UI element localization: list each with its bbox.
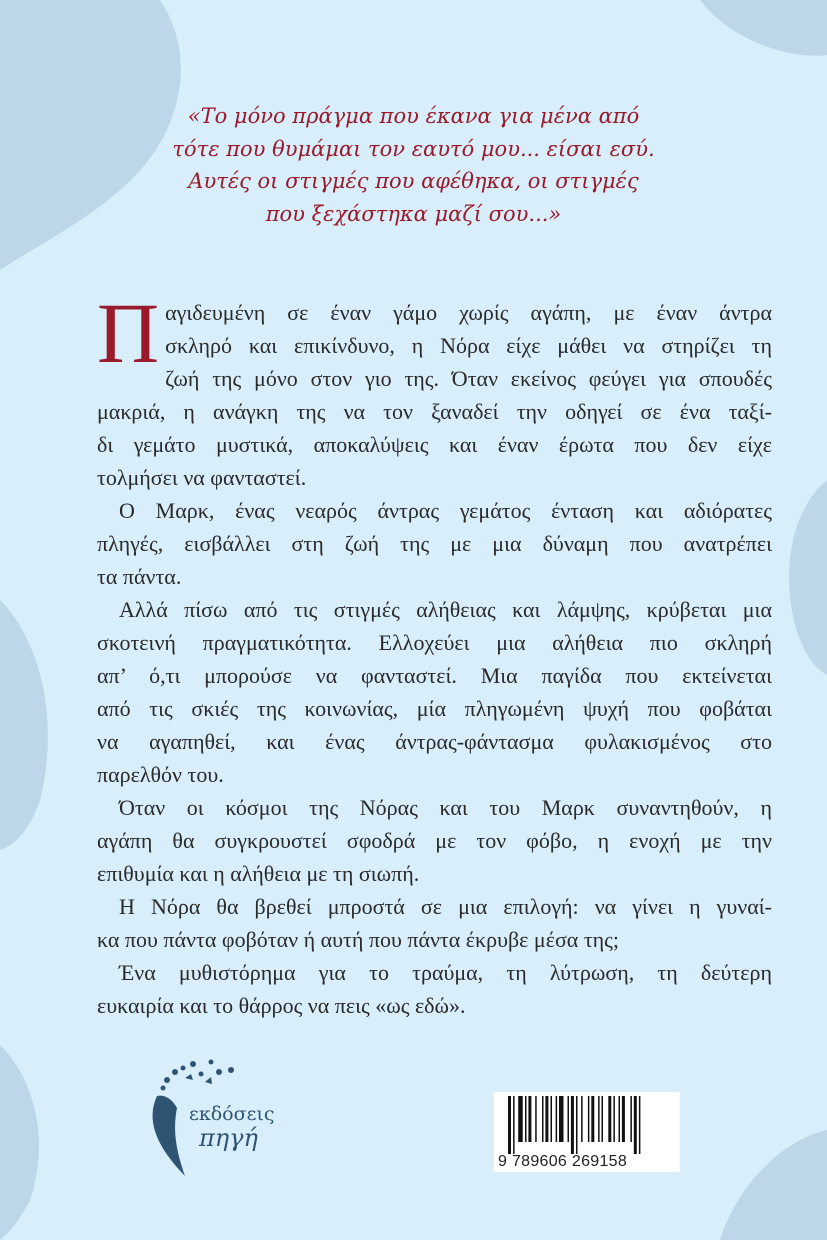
barcode-bar <box>525 1096 527 1142</box>
paragraph <box>97 593 772 791</box>
text-line: Αλλά πίσω από τις στιγμές αλήθειας και λάμψης, κρύβεται μια <box>119 597 772 622</box>
barcode-bar <box>630 1096 632 1142</box>
text-line: επιθυμία και η αλήθεια με τη σιωπή. <box>97 861 420 886</box>
drop-cap: Π <box>97 285 160 381</box>
text-line: σκληρό και επικίνδυνο, η Νόρα είχε μάθει να στηρίζει τη <box>165 333 772 358</box>
text-line: Όταν οι κόσμοι της Νόρας και του Μαρκ συναντηθούν, η <box>119 795 772 820</box>
text-line: κα που πάντα φοβόταν ή αυτή που πάντα έκρυβε μέσα της; <box>97 927 620 952</box>
barcode-bar <box>591 1096 594 1142</box>
barcode-bar <box>542 1096 544 1142</box>
feather-icon <box>145 1058 315 1178</box>
decorative-shape <box>0 1045 39 1240</box>
quote-line: τότε που θυμάμαι τον εαυτό μου... είσαι εσύ. <box>172 136 655 161</box>
quote-line: «Το μόνο πράγμα που έκανα για μένα από <box>187 104 640 128</box>
blurb-text <box>97 285 772 1022</box>
decorative-shape <box>720 1130 827 1240</box>
barcode-bar <box>619 1096 621 1142</box>
barcode-bar <box>551 1096 553 1142</box>
text-line: παρελθόν του. <box>97 762 224 787</box>
publisher-logo <box>145 1058 315 1178</box>
barcode-bar <box>639 1096 641 1154</box>
barcode-bar <box>559 1096 564 1142</box>
text-line: αγάπη θα συγκρουστεί σφοδρά με τον φόβο, η ενοχή με την <box>97 828 772 853</box>
barcode-bar <box>528 1096 531 1142</box>
barcode-bar <box>571 1096 574 1154</box>
text-line: τα πάντα. <box>97 564 182 589</box>
text-line: από τις σκιές της κοινωνίας, μία πληγωμένη ψυχή που φοβάται <box>97 696 772 721</box>
quote-line: Αυτές οι στιγμές που αφέθηκα, οι στιγμές <box>188 169 639 193</box>
barcode-bar <box>518 1096 523 1142</box>
isbn-number: 9 789606 269158 <box>498 1153 628 1170</box>
barcode-bar <box>634 1096 637 1154</box>
barcode-bar <box>598 1096 600 1142</box>
paragraph <box>97 791 772 890</box>
text-line: τολμήσει να φανταστεί. <box>97 465 307 490</box>
decorative-shape <box>0 600 48 850</box>
text-line: Ο Μαρκ, ένας νεαρός άντρας γεμάτος ένταση και αδιόρατες <box>119 498 772 523</box>
barcode-bar <box>545 1096 548 1142</box>
barcode-bar <box>568 1096 570 1142</box>
paragraph <box>97 890 772 956</box>
text-line: πληγές, εισβάλλει στη ζωή της με μια δύναμη που ανατρέπει <box>97 531 772 556</box>
text-line: αγιδευμένη σε έναν γάμο χωρίς αγάπη, με έναν άντρα <box>165 300 772 325</box>
text-line: να αγαπηθεί, και ένας άντρας-φάντασμα φυλακισμένος στο <box>97 729 772 754</box>
text-line: ευκαιρία και το θάρρος να πεις «ως εδώ». <box>97 993 466 1018</box>
barcode-bar <box>602 1096 604 1142</box>
paragraph <box>97 956 772 1022</box>
paragraph <box>97 285 772 494</box>
barcode-bar <box>588 1096 590 1142</box>
barcode-bar <box>513 1096 515 1154</box>
text-line: δι γεμάτο μυστικά, αποκαλύψεις και έναν έρωτα που δεν είχε <box>97 432 772 457</box>
decorative-shape <box>700 0 827 56</box>
text-line: Η Νόρα θα βρεθεί μπροστά σε μια επιλογή: να γίνει η γυναί- <box>119 894 772 919</box>
barcode-bar <box>608 1096 611 1142</box>
text-line: απ’ ό,τι μπορούσε να φανταστεί. Μια παγίδα που εκτείνεται <box>97 663 772 688</box>
barcode-bar <box>613 1096 615 1142</box>
quote-line: που ξεχάστηκα μαζί σου...» <box>265 201 562 226</box>
barcode-bar <box>535 1096 537 1142</box>
text-line: ζωή της μόνο στον γιο της. Όταν εκείνος φεύγει για σπουδές <box>165 366 772 391</box>
barcode-bar <box>556 1096 558 1142</box>
isbn-barcode <box>494 1092 680 1172</box>
pull-quote <box>100 100 727 230</box>
barcode-bar <box>622 1096 625 1142</box>
publisher-name-line1: εκδόσεις <box>189 1103 275 1125</box>
barcode-bar <box>508 1096 511 1154</box>
barcode-bar <box>581 1096 583 1142</box>
text-line: Ένα μυθιστόρημα για το τραύμα, τη λύτρωση, τη δεύτερη <box>119 960 772 985</box>
text-line: σκοτεινή πραγματικότητα. Ελλοχεύει μια αλήθεια πιο σκληρή <box>97 630 772 655</box>
barcode-bar <box>576 1096 578 1154</box>
publisher-name-line2: πηγή <box>199 1124 258 1152</box>
paragraph <box>97 494 772 593</box>
decorative-shape <box>789 480 827 675</box>
barcode-bars <box>508 1096 674 1154</box>
text-line: μακριά, η ανάγκη της να τον ξαναδεί την οδηγεί σε ένα ταξί- <box>97 399 772 424</box>
